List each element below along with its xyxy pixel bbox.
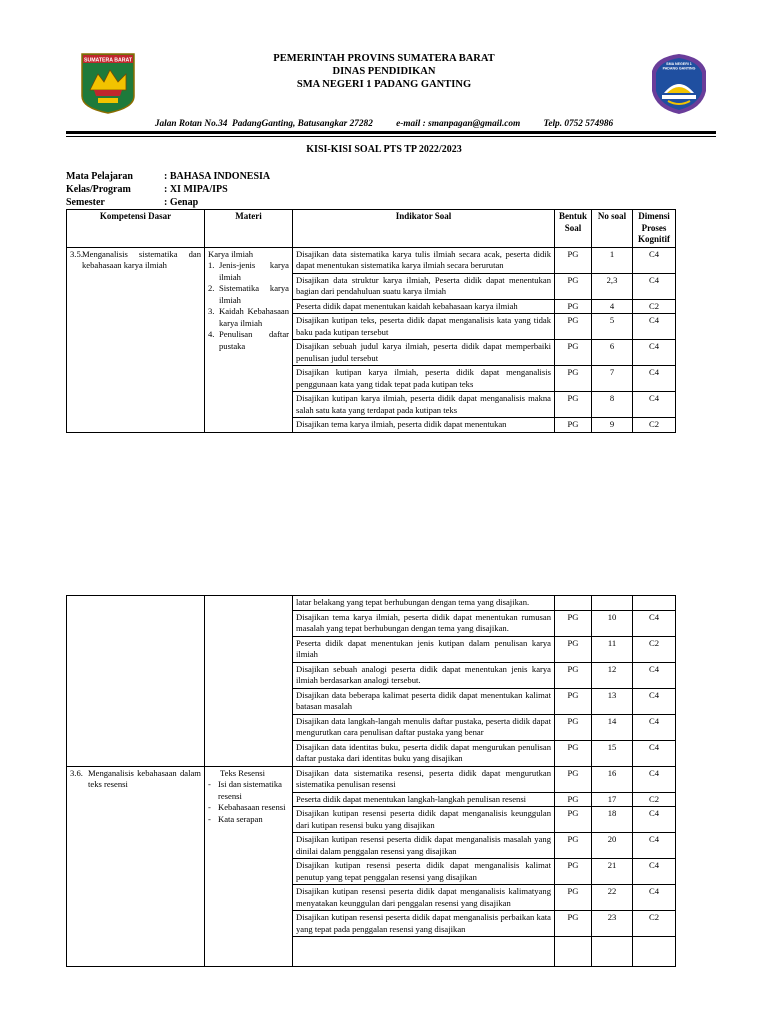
- bentuk-cell: PG: [555, 299, 592, 314]
- dimensi-cell: C4: [633, 314, 676, 340]
- bentuk-cell: PG: [555, 392, 592, 418]
- materi-item: 4. Penulisan daftar pustaka: [208, 329, 289, 351]
- indikator-cell: Disajikan kutipan teks, peserta didik dapat menganalisis kata yang tidak baku pada kutipan tersebut: [293, 314, 555, 340]
- indikator-cell: Peserta didik dapat menentukan jenis kutipan dalam penulisan karya ilmiah: [293, 636, 555, 662]
- bentuk-cell: [555, 596, 592, 611]
- dimensi-cell: [633, 937, 676, 967]
- bentuk-cell: PG: [555, 740, 592, 766]
- bentuk-cell: PG: [555, 273, 592, 299]
- dimensi-cell: C2: [633, 792, 676, 807]
- meta-key: Kelas/Program: [66, 184, 131, 195]
- indikator-cell: [293, 937, 555, 967]
- no-soal-cell: 17: [592, 792, 633, 807]
- no-soal-cell: 14: [592, 714, 633, 740]
- header-address: Jalan Rotan No.34 PadangGanting, Batusangkar 27282 e-mail : smanpagan@gmail.com Telp. 0752 574986: [154, 119, 614, 129]
- materi-item: - Kebahasaan resensi: [208, 802, 286, 812]
- dimensi-cell: C4: [633, 807, 676, 833]
- bentuk-cell: PG: [555, 766, 592, 792]
- dimensi-cell: [633, 596, 676, 611]
- dimensi-cell: C4: [633, 714, 676, 740]
- header-kompetensi-dasar: Kompetensi Dasar: [67, 210, 205, 248]
- bentuk-cell: PG: [555, 688, 592, 714]
- no-soal-cell: 6: [592, 340, 633, 366]
- bentuk-cell: PG: [555, 833, 592, 859]
- table-row: [67, 766, 676, 792]
- indikator-cell: Disajikan data sistematika resensi, peserta didik dapat mengurutkan sistematika penulisan resensi: [293, 766, 555, 792]
- dimensi-cell: C4: [633, 366, 676, 392]
- meta-value: : Genap: [164, 197, 199, 208]
- dimensi-cell: C4: [633, 833, 676, 859]
- dimensi-cell: C2: [633, 299, 676, 314]
- bentuk-cell: PG: [555, 911, 592, 937]
- header-dimensi: Dimensi Proses Kognitif: [633, 210, 676, 248]
- bentuk-cell: PG: [555, 885, 592, 911]
- table-row: [67, 247, 676, 273]
- no-soal-cell: 20: [592, 833, 633, 859]
- indikator-cell: Disajikan kutipan resensi peserta didik dapat menganalisis masalah yang dinilai dalam penggalan resensi yang disajikan: [293, 833, 555, 859]
- page-gap: [0, 500, 768, 590]
- kisi-kisi-table-page-1: [66, 209, 676, 433]
- bentuk-cell: PG: [555, 662, 592, 688]
- kd-number: 3.6.: [70, 767, 83, 778]
- no-soal-cell: [592, 596, 633, 611]
- no-soal-cell: 22: [592, 885, 633, 911]
- indikator-cell: Disajikan data struktur karya ilmiah, Peserta didik dapat menentukan bagian dari pendahuluan suatu karya ilmiah: [293, 273, 555, 299]
- no-soal-cell: [592, 937, 633, 967]
- no-soal-cell: 8: [592, 392, 633, 418]
- dimensi-cell: C4: [633, 766, 676, 792]
- bentuk-cell: PG: [555, 792, 592, 807]
- svg-text:PADANG GANTING: PADANG GANTING: [662, 66, 696, 71]
- indikator-cell: Disajikan sebuah judul karya ilmiah, peserta didik dapat memperbaiki penulisan judul tersebut: [293, 340, 555, 366]
- materi-item: 1. Jenis-jenis karya ilmiah: [208, 260, 289, 282]
- no-soal-cell: 9: [592, 418, 633, 433]
- no-soal-cell: 16: [592, 766, 633, 792]
- no-soal-cell: 4: [592, 299, 633, 314]
- no-soal-cell: 21: [592, 859, 633, 885]
- kd-number: 3.5.: [70, 248, 83, 259]
- dimensi-cell: C4: [633, 662, 676, 688]
- no-soal-cell: 5: [592, 314, 633, 340]
- dimensi-cell: C4: [633, 688, 676, 714]
- indikator-cell: Disajikan sebuah analogi peserta didik dapat menentukan jenis karya ilmiah berdasarkan analogi tersebut.: [293, 662, 555, 688]
- indikator-cell: Disajikan kutipan resensi peserta didik dapat menganalisis kalimatyang menyatakan keunggulan dari penggalan resensi yang disajikan: [293, 885, 555, 911]
- meta-key: Semester: [66, 197, 105, 208]
- bentuk-cell: PG: [555, 610, 592, 636]
- indikator-cell: Disajikan kutipan karya ilmiah, peserta didik dapat menganalisis makna salah satu kata yang terdapat pada kutipan teks: [293, 392, 555, 418]
- dimensi-cell: C4: [633, 610, 676, 636]
- kisi-kisi-table-page-2: [66, 595, 676, 967]
- header-bentuk-soal: Bentuk Soal: [555, 210, 592, 248]
- materi-cell-continued: [205, 596, 293, 767]
- no-soal-cell: 2,3: [592, 273, 633, 299]
- materi-cell: [205, 247, 293, 432]
- materi-item: 3. Kaidah Kebahasaan karya ilmiah: [208, 306, 289, 328]
- kd-cell: [67, 766, 205, 967]
- indikator-cell: Disajikan data sistematika karya tulis ilmiah secara acak, peserta didik dapat menentukan sistematika karya ilmiah secara berurutan: [293, 247, 555, 273]
- bentuk-cell: PG: [555, 636, 592, 662]
- no-soal-cell: 15: [592, 740, 633, 766]
- bentuk-cell: PG: [555, 714, 592, 740]
- materi-item: 2. Sistematika karya ilmiah: [208, 283, 289, 305]
- no-soal-cell: 10: [592, 610, 633, 636]
- header-line-3: SMA NEGERI 1 PADANG GANTING: [296, 79, 472, 90]
- indikator-cell: Disajikan kutipan karya ilmiah, peserta didik dapat menganalisis penggunaan kata yang tidak tepat pada kutipan teks: [293, 366, 555, 392]
- bentuk-cell: [555, 937, 592, 967]
- svg-text:SMA NEGERI 1: SMA NEGERI 1: [666, 62, 692, 66]
- dimensi-cell: C2: [633, 636, 676, 662]
- document-page-2: [0, 590, 768, 1024]
- no-soal-cell: 18: [592, 807, 633, 833]
- meta-key: Mata Pelajaran: [66, 171, 133, 182]
- kd-cell: [67, 247, 205, 432]
- no-soal-cell: 7: [592, 366, 633, 392]
- bentuk-cell: PG: [555, 859, 592, 885]
- bentuk-cell: PG: [555, 366, 592, 392]
- indikator-cell: Disajikan kutipan resensi peserta didik dapat menganalisis perbaikan kata yang tepat pada penggalan resensi yang disajikan: [293, 911, 555, 937]
- no-soal-cell: 11: [592, 636, 633, 662]
- bentuk-cell: PG: [555, 807, 592, 833]
- dimensi-cell: C4: [633, 859, 676, 885]
- dimensi-cell: C4: [633, 273, 676, 299]
- bentuk-cell: PG: [555, 340, 592, 366]
- kd-text: Menganalisis kebahasaan dalam teks resensi: [88, 767, 201, 789]
- dimensi-cell: C4: [633, 340, 676, 366]
- meta-value: : XI MIPA/IPS: [164, 184, 228, 195]
- header-rule-thick: [66, 131, 716, 134]
- indikator-cell: Disajikan data langkah-langah menulis daftar pustaka, peserta didik dapat mengurutkan cara penulisan daftar pustaka yang benar: [293, 714, 555, 740]
- bentuk-cell: PG: [555, 314, 592, 340]
- indikator-cell: Peserta didik dapat menentukan kaidah kebahasaan karya ilmiah: [293, 299, 555, 314]
- document-page-1: [0, 0, 768, 500]
- header-materi: Materi: [205, 210, 293, 248]
- table-row: [67, 596, 676, 611]
- dimensi-cell: C2: [633, 911, 676, 937]
- kd-cell-continued: [67, 596, 205, 767]
- dimensi-cell: C4: [633, 247, 676, 273]
- header-line-1: PEMERINTAH PROVINS SUMATERA BARAT: [273, 53, 495, 64]
- indikator-cell: Disajikan kutipan resensi peserta didik dapat menganalisis keunggulan dari kutipan resensi buku yang disajikan: [293, 807, 555, 833]
- no-soal-cell: 23: [592, 911, 633, 937]
- no-soal-cell: 13: [592, 688, 633, 714]
- indikator-cell: Disajikan tema karya ilmiah, peserta didik dapat menentukan rumusan masalah yang tepat berhubungan dengan tema yang disajikan.: [293, 610, 555, 636]
- header-no-soal: No soal: [592, 210, 633, 248]
- indikator-cell: Disajikan data beberapa kalimat peserta didik dapat menentukan kalimat batasan masalah: [293, 688, 555, 714]
- dimensi-cell: C4: [633, 885, 676, 911]
- header-line-2: DINAS PENDIDIKAN: [332, 66, 436, 77]
- header-rule-thin: [66, 136, 716, 137]
- indikator-cell: Disajikan tema karya ilmiah, peserta didik dapat menentukan: [293, 418, 555, 433]
- indikator-cell: latar belakang yang tepat berhubungan dengan tema yang disajikan.: [293, 596, 555, 611]
- header-indikator-soal: Indikator Soal: [293, 210, 555, 248]
- materi-cell: [205, 766, 293, 967]
- indikator-cell: Disajikan data identitas buku, peserta didik dapat mengurukan penulisan daftar pustaka dari identitas buku yang disajikan: [293, 740, 555, 766]
- dimensi-cell: C2: [633, 418, 676, 433]
- materi-heading: Teks Resensi: [220, 767, 265, 778]
- bentuk-cell: PG: [555, 418, 592, 433]
- dimensi-cell: C4: [633, 740, 676, 766]
- indikator-cell: Disajikan kutipan resensi peserta didik dapat menganalisis kalimat penutup yang tepat penggalan resensi yang disajikan: [293, 859, 555, 885]
- dimensi-cell: C4: [633, 392, 676, 418]
- materi-heading: Karya ilmiah: [208, 248, 254, 259]
- materi-item: - Isi dan sistematika resensi: [208, 779, 282, 801]
- indikator-cell: Peserta didik dapat menentukan langkah-langkah penulisan resensi: [293, 792, 555, 807]
- no-soal-cell: 1: [592, 247, 633, 273]
- document-title: KISI-KISI SOAL PTS TP 2022/2023: [306, 144, 462, 155]
- table-header-row: [67, 210, 676, 248]
- bentuk-cell: PG: [555, 247, 592, 273]
- materi-item: - Kata serapan: [208, 813, 263, 824]
- kd-text: Menganalisis sistematika dan kebahasaan karya ilmiah: [82, 248, 201, 270]
- meta-value: : BAHASA INDONESIA: [164, 171, 271, 182]
- no-soal-cell: 12: [592, 662, 633, 688]
- svg-text:SUMATERA BARAT: SUMATERA BARAT: [83, 57, 133, 64]
